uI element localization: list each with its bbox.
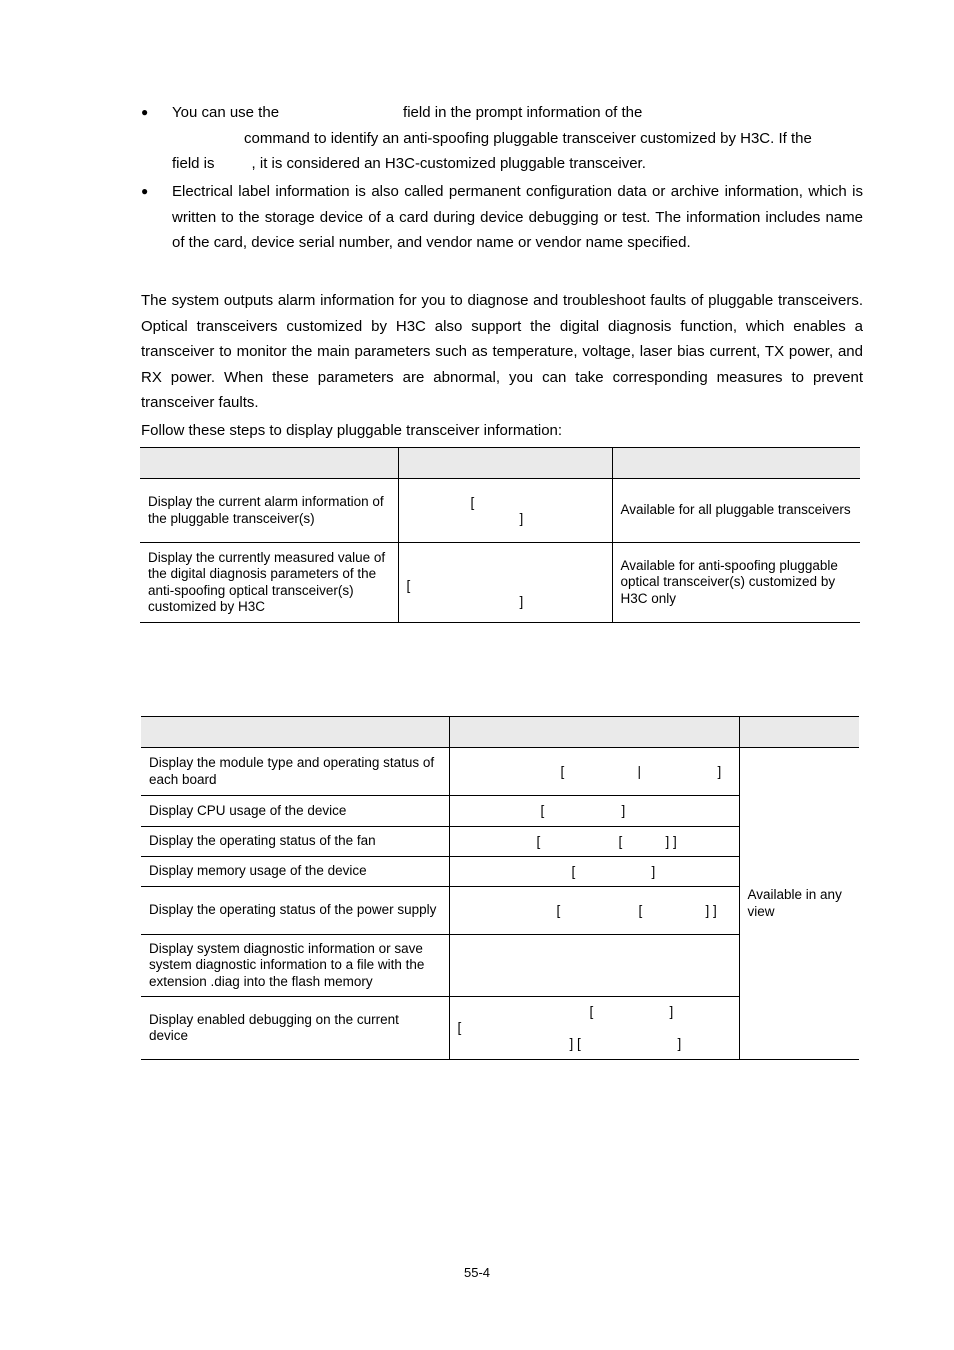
bracket-text: [: [540, 803, 545, 818]
bracket-text: ] [: [569, 1036, 581, 1051]
command-cell: [449, 796, 739, 827]
bullet-text-segment: , it is considered an H3C-customized pluggable transceiver.: [251, 155, 646, 172]
bullet-dot-icon: ●: [141, 105, 149, 119]
task-cell: Display the operating status of the power supply: [141, 887, 449, 935]
table-header-cell: [612, 448, 860, 479]
bullet-text-segment: You can use the: [172, 104, 280, 121]
bracket-text: [: [457, 1020, 462, 1035]
bullet-item: [141, 179, 863, 256]
command-cell: [398, 543, 612, 623]
command-cell: [398, 479, 612, 543]
bracket-text: [: [556, 902, 561, 918]
bullet-text: [172, 100, 863, 177]
task-cell: Display enabled debugging on the current device: [141, 997, 449, 1060]
bullet-item: [141, 100, 863, 177]
bracket-text: [: [638, 902, 643, 918]
task-cell: Display the operating status of the fan: [141, 827, 449, 857]
remark-cell: Available for all pluggable transceivers: [612, 479, 860, 543]
table-header-row: [141, 717, 859, 748]
table-header-cell: [739, 717, 859, 748]
bracket-text: ]: [651, 863, 656, 879]
task-cell: Display memory usage of the device: [141, 857, 449, 887]
command-cell: [449, 887, 739, 935]
bracket-text: [: [406, 577, 411, 593]
task-cell: Display system diagnostic information or save system diagnostic information to a file with the extension .diag into the flash memory: [141, 935, 449, 997]
page-number: 55-4: [463, 1265, 491, 1280]
bracket-text: ]: [519, 593, 524, 609]
bullet-dot-icon: ●: [141, 184, 149, 198]
command-cell: [449, 857, 739, 887]
body-paragraph: The system outputs alarm information for you to diagnose and troubleshoot faults of pluggable transceivers. Optical transceivers customized by H3C also support the digital diagnosis function, which enables a transceiver to monitor the main parameters such as temperature, voltage, laser bias current, TX power, and RX power. When these parameters are abnormal, you can take corresponding measures to prevent transceiver faults.: [141, 292, 863, 412]
bracket-text: [: [536, 833, 541, 849]
command-cell: [449, 827, 739, 857]
bracket-text: [: [571, 863, 576, 879]
bracket-text: ]: [677, 1036, 682, 1051]
bullet-text-segment: field is: [172, 155, 215, 172]
table-row: [140, 543, 860, 623]
bullet-text-segment: command to identify an anti-spoofing pluggable transceiver customized by H3C. If the: [244, 129, 812, 147]
command-cell: [449, 748, 739, 796]
bracket-text: ]: [717, 763, 722, 779]
table-row: [141, 748, 859, 796]
remark-cell: Available for anti-spoofing pluggable optical transceiver(s) customized by H3C only: [612, 543, 860, 623]
bullet-text: Electrical label information is also called permanent configuration data or archive information, which is written to the storage device of a card during device debugging or test. The information includes name of the card, device serial number, and vendor name or vendor name specified.: [172, 183, 863, 251]
bracket-text: |: [637, 763, 642, 779]
table-header-cell: [141, 717, 449, 748]
bracket-text: [: [470, 494, 475, 510]
steps-intro: Follow these steps to display pluggable transceiver information:: [141, 422, 563, 439]
command-cell: [449, 935, 739, 997]
command-cell: [449, 997, 739, 1060]
table-header-cell: [140, 448, 398, 479]
table-header-row: [140, 448, 860, 479]
bracket-text: [: [560, 763, 565, 779]
task-cell: Display CPU usage of the device: [141, 796, 449, 827]
bracket-text: [: [589, 1004, 594, 1019]
bracket-text: ]: [669, 1004, 674, 1019]
bracket-text: ] ]: [705, 902, 717, 918]
system-info-table: [141, 716, 859, 1060]
bracket-text: [: [618, 833, 623, 849]
bracket-text: ]: [519, 510, 524, 526]
bracket-text: ] ]: [665, 833, 677, 849]
table-header-cell: [398, 448, 612, 479]
table-row: [140, 479, 860, 543]
bracket-text: ]: [621, 803, 626, 818]
table-header-cell: [449, 717, 739, 748]
transceiver-table: [140, 447, 860, 623]
task-cell: Display the module type and operating status of each board: [141, 748, 449, 796]
bullet-text-segment: field in the prompt information of the: [403, 104, 643, 121]
task-cell: Display the currently measured value of the digital diagnosis parameters of the anti-spoofing optical transceiver(s) customized by H3C: [140, 543, 398, 623]
remark-cell: Available in any view: [739, 748, 859, 1060]
task-cell: Display the current alarm information of the pluggable transceiver(s): [140, 479, 398, 543]
